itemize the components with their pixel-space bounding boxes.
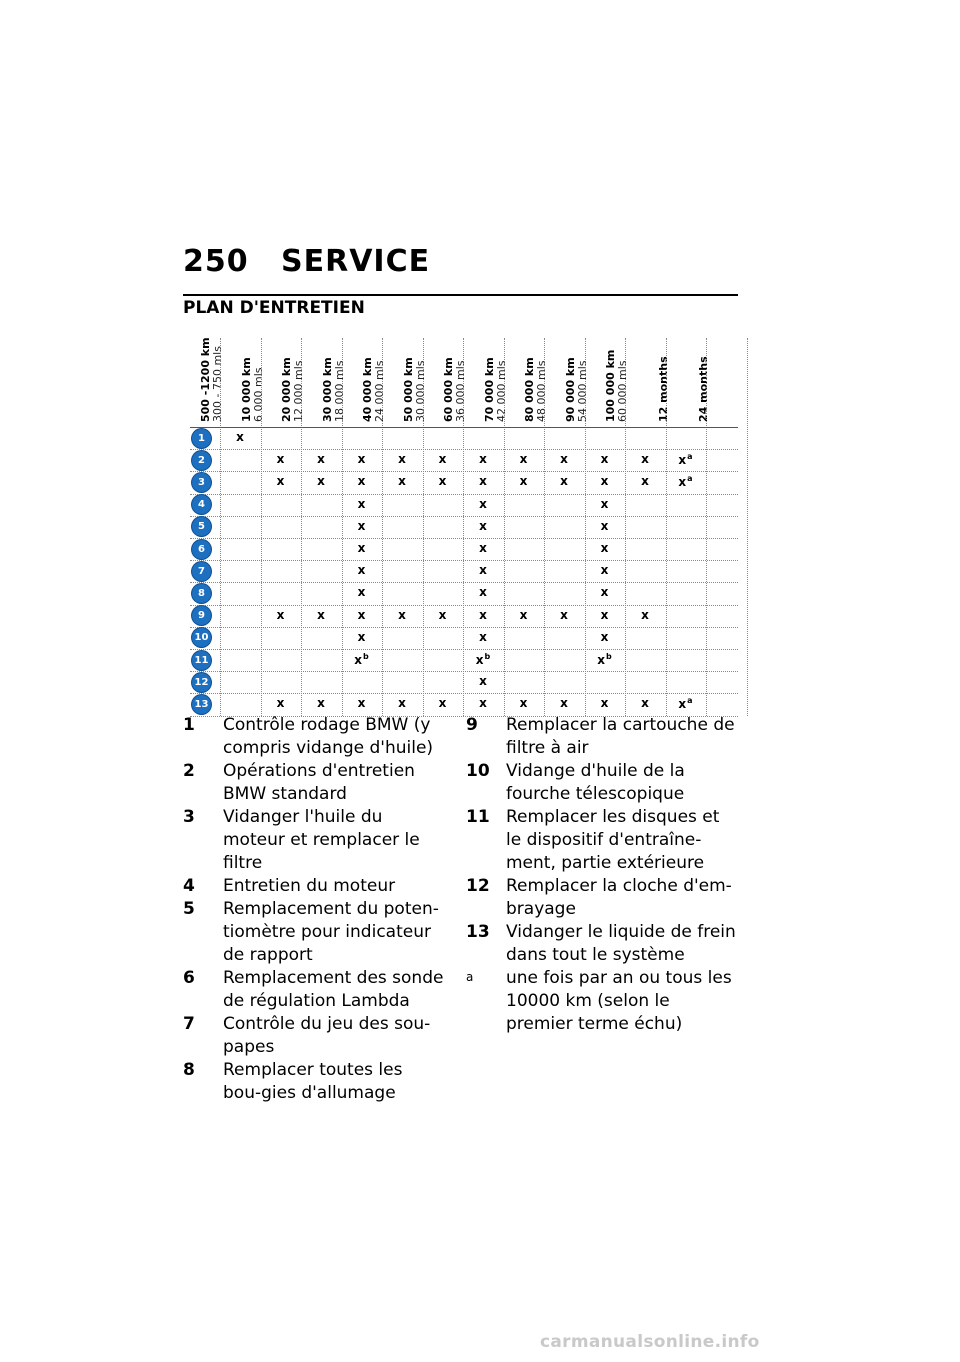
maintenance-schedule-table bbox=[190, 337, 738, 712]
schedule-mark: x bbox=[479, 563, 487, 578]
legend-number: 3 bbox=[183, 807, 195, 827]
legend-text: Contrôle du jeu des sou-papes bbox=[223, 1014, 431, 1057]
schedule-mark: $x^b$ bbox=[354, 652, 369, 667]
legend-left-column bbox=[183, 714, 445, 1105]
column-header-miles: 30 000 mls bbox=[413, 360, 427, 422]
row-number-badge: 9 bbox=[192, 606, 211, 625]
page-subtitle: PLAN D'ENTRETIEN bbox=[183, 298, 365, 318]
schedule-mark: x bbox=[479, 607, 487, 622]
column-divider bbox=[666, 338, 667, 716]
legend-text: Vidanger le liquide de frein dans tout le système bbox=[506, 922, 736, 965]
legend-text: Remplacer la cartouche de filtre à air bbox=[506, 715, 735, 758]
column-header-km: 20 000 km bbox=[280, 357, 293, 422]
column-divider bbox=[504, 338, 505, 716]
schedule-mark: x bbox=[600, 607, 609, 622]
schedule-mark: x bbox=[317, 696, 325, 711]
row-divider bbox=[190, 627, 738, 628]
column-divider bbox=[585, 338, 586, 716]
column-header-miles: 12 000 mls bbox=[292, 360, 305, 422]
schedule-mark: x bbox=[357, 496, 366, 511]
row-number-badge: 8 bbox=[192, 584, 211, 603]
row-number-badge: 13 bbox=[192, 695, 211, 714]
column-divider bbox=[544, 338, 545, 716]
schedule-mark: x bbox=[600, 518, 609, 533]
schedule-mark: $x^b$ bbox=[597, 652, 612, 667]
column-header-km: 80 000 km bbox=[523, 357, 536, 422]
schedule-mark: x bbox=[479, 696, 487, 711]
legend-text: Remplacement des sonde de régulation Lambda bbox=[223, 968, 444, 1011]
schedule-mark: x bbox=[479, 496, 487, 511]
legend-item bbox=[466, 921, 738, 967]
legend-number: 12 bbox=[466, 876, 490, 896]
schedule-mark: x bbox=[600, 541, 609, 555]
schedule-mark: x bbox=[398, 474, 406, 489]
schedule-mark: x bbox=[276, 607, 285, 622]
watermark: carmanualsonline.info bbox=[540, 1332, 760, 1352]
legend-item bbox=[466, 714, 738, 760]
row-number-badge: 5 bbox=[192, 517, 211, 536]
schedule-mark: x bbox=[479, 452, 487, 467]
page-number: 250 bbox=[183, 244, 249, 279]
legend-item bbox=[183, 1013, 445, 1059]
column-header-km: 60 000 km bbox=[442, 357, 455, 422]
legend-text: une fois par an ou tous les 10000 km (selon le premier terme échu) bbox=[506, 968, 732, 1034]
column-divider bbox=[382, 338, 383, 716]
column-divider bbox=[301, 338, 302, 716]
schedule-mark: x bbox=[600, 563, 609, 578]
row-number-badge: 4 bbox=[192, 495, 211, 514]
legend-number: 5 bbox=[183, 899, 195, 919]
column-header-miles: 6 000 mls bbox=[251, 367, 265, 422]
schedule-mark: x bbox=[479, 674, 487, 689]
column-header-miles: 24 000 mls bbox=[373, 360, 386, 422]
column-divider bbox=[625, 338, 626, 716]
column-divider bbox=[261, 338, 262, 716]
header-rule bbox=[183, 294, 738, 296]
legend-number: 10 bbox=[466, 761, 490, 781]
legend-text: Remplacer la cloche d'em-brayage bbox=[506, 876, 732, 919]
schedule-mark: x bbox=[438, 452, 447, 467]
schedule-mark: x bbox=[519, 696, 528, 711]
column-header-label bbox=[698, 356, 710, 422]
legend-item bbox=[466, 806, 738, 875]
schedule-mark: x bbox=[357, 452, 366, 467]
column-divider bbox=[463, 338, 464, 716]
row-divider bbox=[190, 605, 738, 606]
row-divider bbox=[190, 649, 738, 650]
column-header-miles: 48 000 mls bbox=[535, 360, 548, 422]
row-divider bbox=[190, 471, 738, 472]
legend-item bbox=[183, 714, 445, 760]
legend-item bbox=[183, 760, 445, 806]
schedule-mark: x bbox=[317, 474, 325, 489]
schedule-mark: x bbox=[317, 452, 325, 467]
schedule-mark: x bbox=[438, 607, 447, 622]
row-number-badge: 10 bbox=[192, 628, 211, 647]
row-number-badge: 6 bbox=[192, 540, 211, 559]
row-divider bbox=[190, 494, 738, 495]
schedule-mark: x bbox=[317, 607, 325, 622]
row-number-badge: 3 bbox=[192, 473, 211, 492]
row-divider bbox=[190, 693, 738, 694]
row-divider bbox=[190, 427, 738, 428]
column-header-km: 50 000 km bbox=[401, 357, 415, 422]
legend-number: 2 bbox=[183, 761, 195, 781]
schedule-mark: x bbox=[600, 496, 609, 511]
schedule-mark: x bbox=[479, 585, 487, 600]
legend-item bbox=[466, 875, 738, 921]
legend-text: Vidanger l'huile du moteur et remplacer le filtre bbox=[223, 807, 420, 873]
schedule-mark: $x^a$ bbox=[678, 452, 693, 468]
column-header-miles: 42 000 mls bbox=[494, 360, 508, 422]
schedule-mark: x bbox=[600, 474, 609, 489]
schedule-mark: x bbox=[398, 452, 406, 467]
column-header bbox=[697, 338, 747, 426]
schedule-mark: x bbox=[600, 585, 609, 600]
legend-item bbox=[183, 1059, 445, 1105]
schedule-mark: x bbox=[276, 452, 285, 467]
schedule-mark: x bbox=[236, 430, 244, 444]
schedule-mark: x bbox=[600, 696, 609, 711]
schedule-mark: x bbox=[276, 696, 285, 711]
column-header-km: 70 000 km bbox=[482, 357, 496, 422]
legend-text: Contrôle rodage BMW (y compris vidange d'huile) bbox=[223, 715, 434, 758]
schedule-mark: x bbox=[357, 607, 366, 622]
schedule-mark: x bbox=[560, 452, 568, 467]
legend-number: 13 bbox=[466, 922, 490, 942]
legend-number: 6 bbox=[183, 968, 195, 988]
legend-number: 4 bbox=[183, 876, 195, 896]
row-divider bbox=[190, 516, 738, 517]
column-header-miles: 60 000 mls bbox=[616, 360, 629, 422]
schedule-mark: x bbox=[357, 518, 366, 533]
schedule-mark: x bbox=[519, 474, 528, 489]
row-divider bbox=[190, 582, 738, 583]
column-divider bbox=[747, 338, 748, 716]
schedule-mark: x bbox=[560, 607, 568, 622]
section-title: SERVICE bbox=[281, 244, 431, 279]
schedule-mark: $x^a$ bbox=[678, 474, 693, 490]
schedule-mark: x bbox=[357, 696, 366, 711]
schedule-mark: x bbox=[519, 607, 528, 622]
schedule-mark: x bbox=[600, 629, 609, 644]
column-header-miles: 36 000 mls bbox=[454, 360, 467, 422]
legend-item bbox=[183, 875, 445, 898]
legend-number: 9 bbox=[466, 715, 478, 735]
schedule-mark: x bbox=[641, 696, 649, 711]
column-header-km: 40 000 km bbox=[361, 357, 374, 422]
schedule-mark: x bbox=[641, 452, 649, 467]
schedule-mark: x bbox=[357, 585, 366, 600]
legend-number: 8 bbox=[183, 1060, 195, 1080]
row-divider bbox=[190, 560, 738, 561]
row-number-badge: 1 bbox=[192, 429, 211, 448]
row-divider bbox=[190, 538, 738, 539]
legend-text: Opérations d'entretien BMW standard bbox=[223, 761, 415, 804]
legend-right-column bbox=[466, 714, 738, 1036]
legend-item bbox=[466, 760, 738, 806]
column-header-miles: 18 000 mls bbox=[332, 360, 346, 422]
legend-item bbox=[466, 967, 738, 1036]
schedule-mark: $x^b$ bbox=[475, 652, 491, 667]
schedule-mark: x bbox=[438, 696, 447, 711]
column-header-miles: 54 000 mls bbox=[575, 360, 589, 422]
column-header-km: 24 months bbox=[697, 356, 710, 422]
column-header-km: 90 000 km bbox=[563, 357, 577, 422]
column-header-km: 100 000 km bbox=[604, 349, 617, 422]
schedule-mark: x bbox=[357, 474, 366, 489]
schedule-mark: x bbox=[479, 474, 487, 489]
schedule-mark: x bbox=[479, 629, 487, 644]
schedule-mark: x bbox=[398, 607, 406, 622]
column-divider bbox=[706, 338, 707, 716]
row-divider bbox=[190, 449, 738, 450]
legend-text: Vidange d'huile de la fourche télescopique bbox=[506, 761, 685, 804]
column-header-label bbox=[658, 356, 670, 422]
legend-item bbox=[183, 806, 445, 875]
column-header-km: 10 000 km bbox=[239, 357, 253, 422]
row-divider bbox=[190, 671, 738, 672]
column-header-km: 30 000 km bbox=[320, 357, 334, 422]
schedule-mark: x bbox=[276, 474, 285, 489]
row-number-badge: 11 bbox=[192, 651, 211, 670]
schedule-mark: x bbox=[519, 452, 528, 467]
legend-text: Entretien du moteur bbox=[223, 876, 396, 896]
column-divider bbox=[220, 338, 221, 716]
schedule-mark: x bbox=[398, 696, 406, 711]
column-divider bbox=[423, 338, 424, 716]
legend-number: 7 bbox=[183, 1014, 195, 1034]
legend-text: Remplacement du poten-tiomètre pour indicateur de rapport bbox=[223, 899, 439, 965]
schedule-mark: x bbox=[479, 518, 487, 533]
schedule-mark: x bbox=[438, 474, 447, 489]
schedule-mark: x bbox=[600, 452, 609, 467]
schedule-mark: x bbox=[560, 696, 568, 711]
schedule-mark: x bbox=[357, 563, 366, 578]
row-number-badge: 7 bbox=[192, 562, 211, 581]
schedule-mark: x bbox=[641, 474, 649, 489]
row-number-badge: 2 bbox=[192, 451, 211, 470]
column-divider bbox=[342, 338, 343, 716]
legend-number: 1 bbox=[183, 715, 195, 735]
schedule-mark: x bbox=[479, 541, 487, 555]
column-header-km: 500 -1200 km bbox=[199, 337, 212, 422]
legend-number: a bbox=[466, 970, 474, 984]
legend-item bbox=[183, 967, 445, 1013]
column-header-km: 12 months bbox=[656, 356, 670, 422]
schedule-mark: x bbox=[357, 629, 366, 644]
legend-item bbox=[183, 898, 445, 967]
row-number-badge: 12 bbox=[192, 673, 211, 692]
column-header-miles: 300 - 750 mls bbox=[211, 346, 224, 422]
legend-number: 11 bbox=[466, 807, 490, 827]
schedule-mark: x bbox=[560, 474, 568, 489]
legend-text: Remplacer les disques et le dispositif d'entraîne-ment, partie extérieure bbox=[506, 807, 720, 873]
schedule-mark: x bbox=[357, 541, 366, 555]
schedule-mark: x bbox=[641, 607, 649, 622]
schedule-mark: $x^a$ bbox=[678, 696, 693, 712]
legend-text: Remplacer toutes les bou-gies d'allumage bbox=[223, 1060, 403, 1103]
